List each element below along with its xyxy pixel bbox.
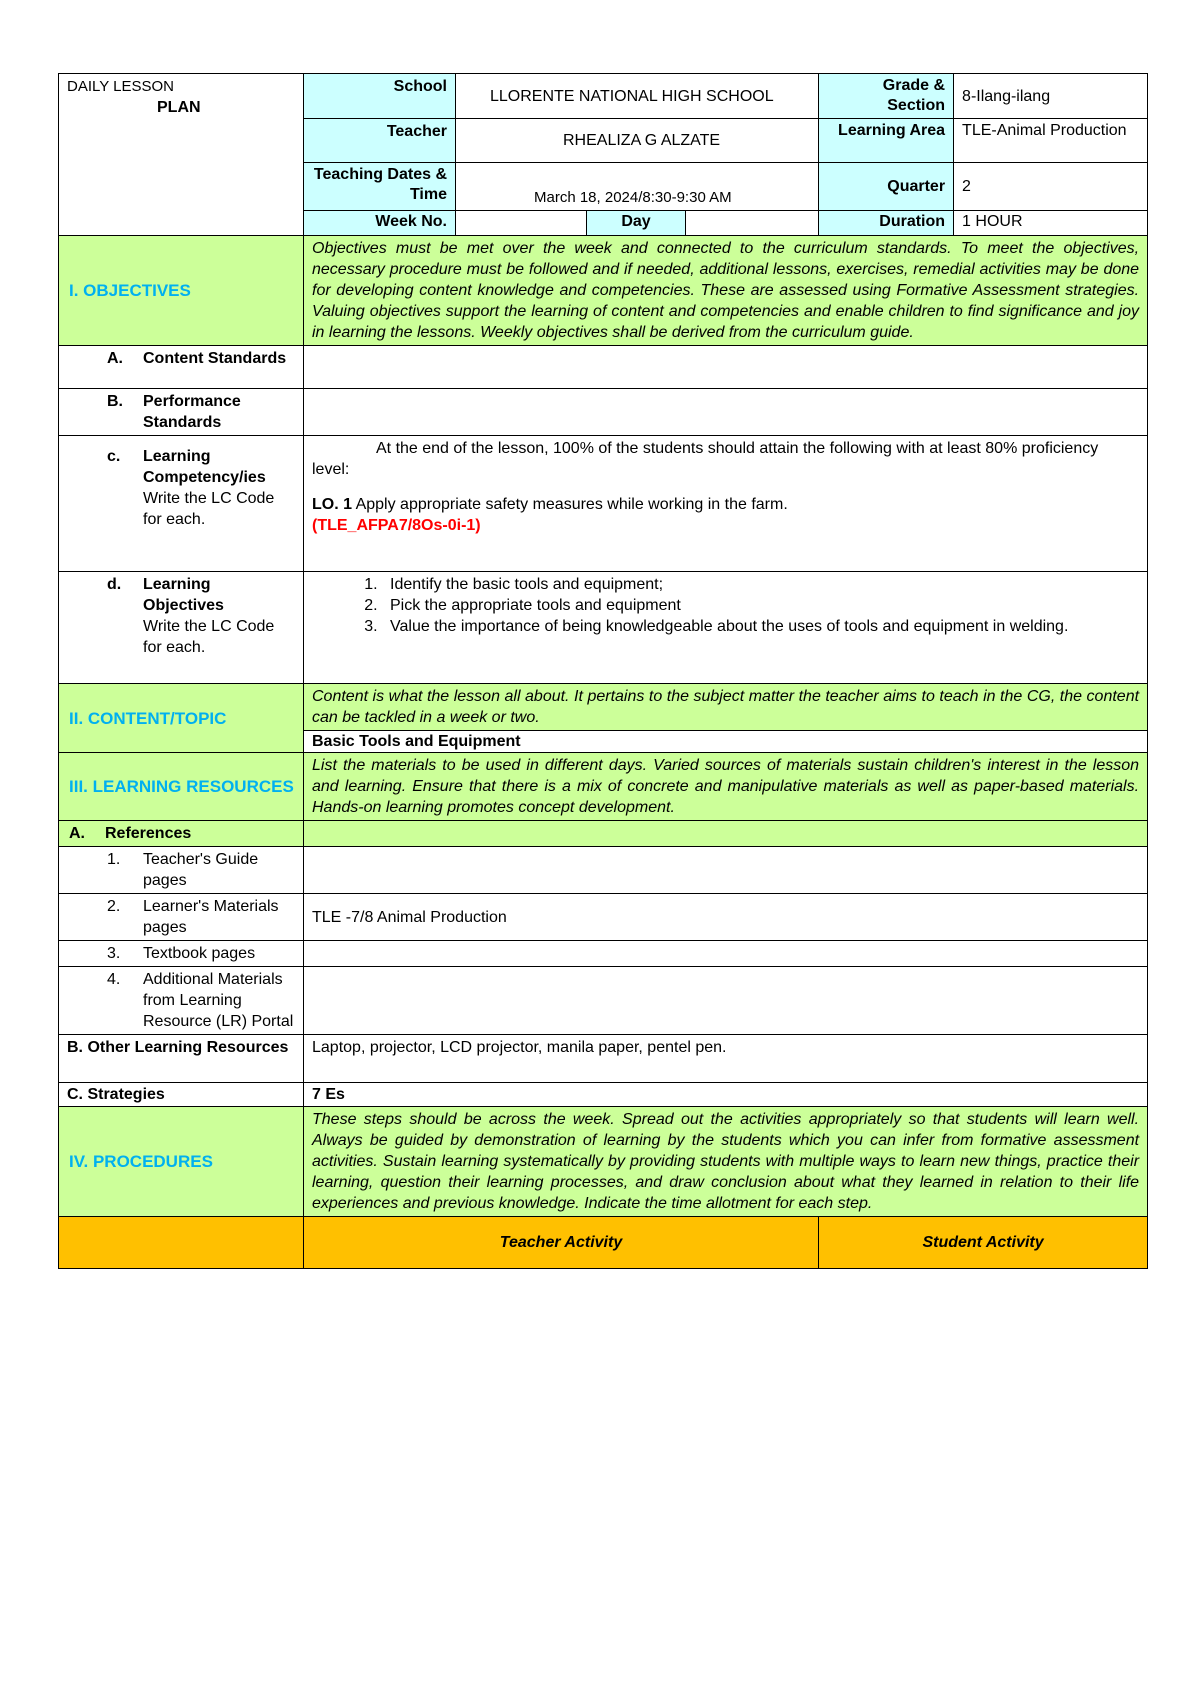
learning-objectives-label-cell — [59, 572, 304, 684]
ref-item-2-label-cell — [59, 894, 304, 941]
content-standards-label: Content Standards — [143, 350, 287, 367]
ref-item-1-label-cell — [59, 847, 304, 894]
area-label: Learning Area — [819, 119, 954, 163]
competency-intro: At the end of the lesson, 100% of the students should attain the following with at least 80% proficiency level: — [312, 440, 1099, 478]
learning-objectives-list — [312, 574, 1139, 637]
ref-item-3-label: Textbook pages — [143, 945, 256, 962]
ref-item-1-value — [304, 847, 1148, 894]
learning-objectives-note: Write the LC Code for each. — [143, 618, 275, 656]
doc-title-line2: PLAN — [157, 99, 201, 116]
learning-objectives-label: Learning Objectives — [143, 576, 224, 614]
competency-label-cell — [59, 436, 304, 572]
area-value: TLE-Animal Production — [954, 119, 1148, 163]
teacher-value: RHEALIZA G ALZATE — [456, 119, 819, 163]
dates-value: March 18, 2024/8:30-9:30 AM — [456, 163, 819, 211]
content-topic: Basic Tools and Equipment — [304, 731, 1148, 753]
day-value — [686, 211, 819, 236]
quarter-label: Quarter — [819, 163, 954, 211]
ref-item-4-value — [304, 967, 1148, 1035]
strategies-label: C. Strategies — [59, 1083, 304, 1107]
content-standards-label-cell — [59, 346, 304, 389]
dates-label: Teaching Dates & Time — [304, 163, 456, 211]
teacher-label: Teacher — [304, 119, 456, 163]
procedures-desc: These steps should be across the week. Spread out the activities appropriately so that students will learn well. Always be guided by demonstration of learning by the students which you can infer from formative assessment activities. Sustain learning systematically by providing students with multiple ways to learn new things, practice their learning, question their learning processes, and draw conclusion about what they learned in relation to their life experiences and previous knowledge. Indicate the time allotment for each step. — [304, 1107, 1148, 1217]
learning-objectives-list-cell — [304, 572, 1148, 684]
list-item: 2. Pick the appropriate tools and equipment — [382, 595, 1139, 616]
school-label: School — [304, 74, 456, 119]
learning-objectives-num: d. — [107, 576, 122, 593]
procedures-blank-cell — [59, 1217, 304, 1269]
objectives-desc: Objectives must be met over the week and connected to the curriculum standards. To meet the objectives, necessary procedure must be followed and if needed, additional lessons, exercises, remedial activities may be done for developing content knowledge and competencies. These are assessed using Formative Assessment strategies. Valuing objectives support the learning of content and competencies and enable children to find significance and joy in learning the lessons. Weekly objectives shall be derived from the curriculum guide. — [304, 236, 1148, 346]
procedures-title: IV. PROCEDURES — [59, 1107, 304, 1217]
week-label: Week No. — [304, 211, 456, 236]
other-resources-label: B. Other Learning Resources — [59, 1035, 304, 1083]
ref-item-1-label: Teacher's Guide pages — [143, 851, 259, 889]
resources-title: III. LEARNING RESOURCES — [59, 753, 304, 821]
ref-item-3-value — [304, 941, 1148, 967]
strategies-value: 7 Es — [304, 1083, 1148, 1107]
performance-standards-label-cell — [59, 389, 304, 436]
content-standards-num: A. — [107, 350, 123, 367]
week-value — [456, 211, 587, 236]
competency-lo-text: Apply appropriate safety measures while working in the farm. — [352, 496, 788, 513]
school-value: LLORENTE NATIONAL HIGH SCHOOL — [456, 74, 819, 119]
performance-standards-value — [304, 389, 1148, 436]
competency-lo-prefix: LO. 1 — [312, 496, 353, 513]
teacher-activity-header: Teacher Activity — [304, 1217, 819, 1269]
competency-note: Write the LC Code for each. — [143, 490, 275, 528]
lesson-plan-sheet — [58, 73, 1147, 1269]
competency-num: c. — [107, 448, 121, 465]
references-value — [304, 821, 1148, 847]
duration-label: Duration — [819, 211, 954, 236]
competency-label: Learning Competency/ies — [143, 448, 266, 486]
ref-item-3-num: 3. — [107, 945, 121, 962]
ref-item-3-label-cell — [59, 941, 304, 967]
references-label: References — [105, 825, 192, 842]
content-title: II. CONTENT/TOPIC — [59, 684, 304, 753]
ref-item-4-label: Additional Materials from Learning Resource (LR) Portal — [143, 971, 294, 1030]
student-activity-header: Student Activity — [819, 1217, 1148, 1269]
grade-label: Grade & Section — [819, 74, 954, 119]
grade-value: 8-Ilang-ilang — [954, 74, 1148, 119]
resources-desc: List the materials to be used in different days. Varied sources of materials sustain children's interest in the lesson and learning. Ensure that there is a mix of concrete and manipulative materials as well as paper-based materials. Hands-on learning promotes concept development. — [304, 753, 1148, 821]
references-label-cell — [59, 821, 304, 847]
other-resources-value: Laptop, projector, LCD projector, manila paper, pentel pen. — [304, 1035, 1148, 1083]
ref-item-1-num: 1. — [107, 851, 121, 868]
doc-title-line1: DAILY LESSON — [67, 78, 174, 95]
performance-standards-label: Performance Standards — [143, 393, 241, 431]
objectives-title: I. OBJECTIVES — [59, 236, 304, 346]
references-num: A. — [69, 825, 85, 842]
ref-item-4-label-cell — [59, 967, 304, 1035]
list-item: 3. Value the importance of being knowledgeable about the uses of tools and equipment in welding. — [382, 616, 1139, 637]
competency-lo — [312, 494, 1139, 515]
list-item: 1. Identify the basic tools and equipment; — [382, 574, 1139, 595]
ref-item-2-value: TLE -7/8 Animal Production — [304, 894, 1148, 941]
lesson-plan-table — [58, 73, 1148, 1269]
ref-item-4-num: 4. — [107, 971, 121, 988]
competency-code: (TLE_AFPA7/8Os-0i-1) — [312, 517, 481, 534]
quarter-value: 2 — [954, 163, 1148, 211]
day-label: Day — [587, 211, 686, 236]
competency-value-cell — [304, 436, 1148, 572]
duration-value: 1 HOUR — [954, 211, 1148, 236]
content-desc: Content is what the lesson all about. It pertains to the subject matter the teacher aims to teach in the CG, the content can be tackled in a week or two. — [304, 684, 1148, 731]
performance-standards-num: B. — [107, 393, 123, 410]
ref-item-2-num: 2. — [107, 898, 121, 915]
content-standards-value — [304, 346, 1148, 389]
doc-title-cell — [59, 74, 304, 236]
ref-item-2-label: Learner's Materials pages — [143, 898, 279, 936]
